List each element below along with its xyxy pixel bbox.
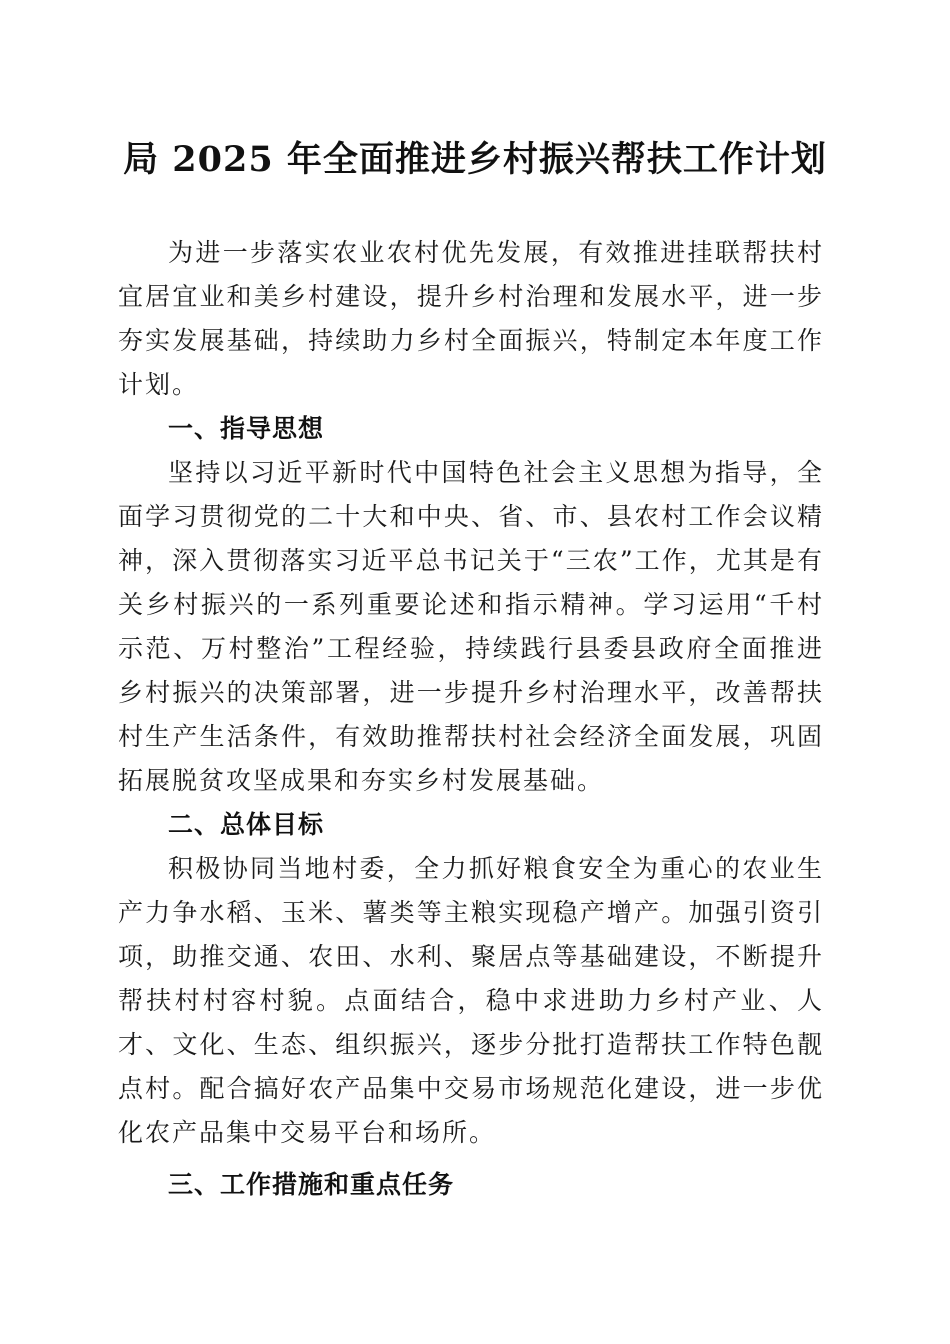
- section-body-guiding-ideology: 坚持以习近平新时代中国特色社会主义思想为指导，全面学习贯彻党的二十大和中央、省、市、县农村工作会议精神，深入贯彻落实习近平总书记关于“三农”工作，尤其是有关乡村振兴的一系列重要论述和指示精神。学习运用“千村示范、万村整治”工程经验，持续践行县委县政府全面推进乡村振兴的决策部署，进一步提升乡村治理水平，改善帮扶村生产生活条件，有效助推帮扶村社会经济全面发展，巩固拓展脱贫攻坚成果和夯实乡村发展基础。: [118, 458, 824, 795]
- section-heading-guiding-ideology: 一、指导思想: [168, 414, 325, 443]
- section-heading-overall-goals: 二、总体目标: [168, 810, 325, 839]
- intro-paragraph: 为进一步落实农业农村优先发展，有效推进挂联帮扶村宜居宜业和美乡村建设，提升乡村治理和发展水平，进一步夯实发展基础，持续助力乡村全面振兴，特制定本年度工作计划。: [118, 238, 824, 399]
- spacer: [118, 1155, 824, 1163]
- document-body: [118, 231, 824, 1207]
- section-heading-measures-tasks: 三、工作措施和重点任务: [168, 1170, 455, 1199]
- section-body-overall-goals: 积极协同当地村委，全力抓好粮食安全为重心的农业生产力争水稻、玉米、薯类等主粮实现稳产增产。加强引资引项，助推交通、农田、水利、聚居点等基础建设，不断提升帮扶村村容村貌。点面结合，稳中求进助力乡村产业、人才、文化、生态、组织振兴，逐步分批打造帮扶工作特色靓点村。配合搞好农产品集中交易市场规范化建设，进一步优化农产品集中交易平台和场所。: [118, 854, 824, 1147]
- document-title: 局 2025 年全面推进乡村振兴帮扶工作计划: [123, 139, 827, 180]
